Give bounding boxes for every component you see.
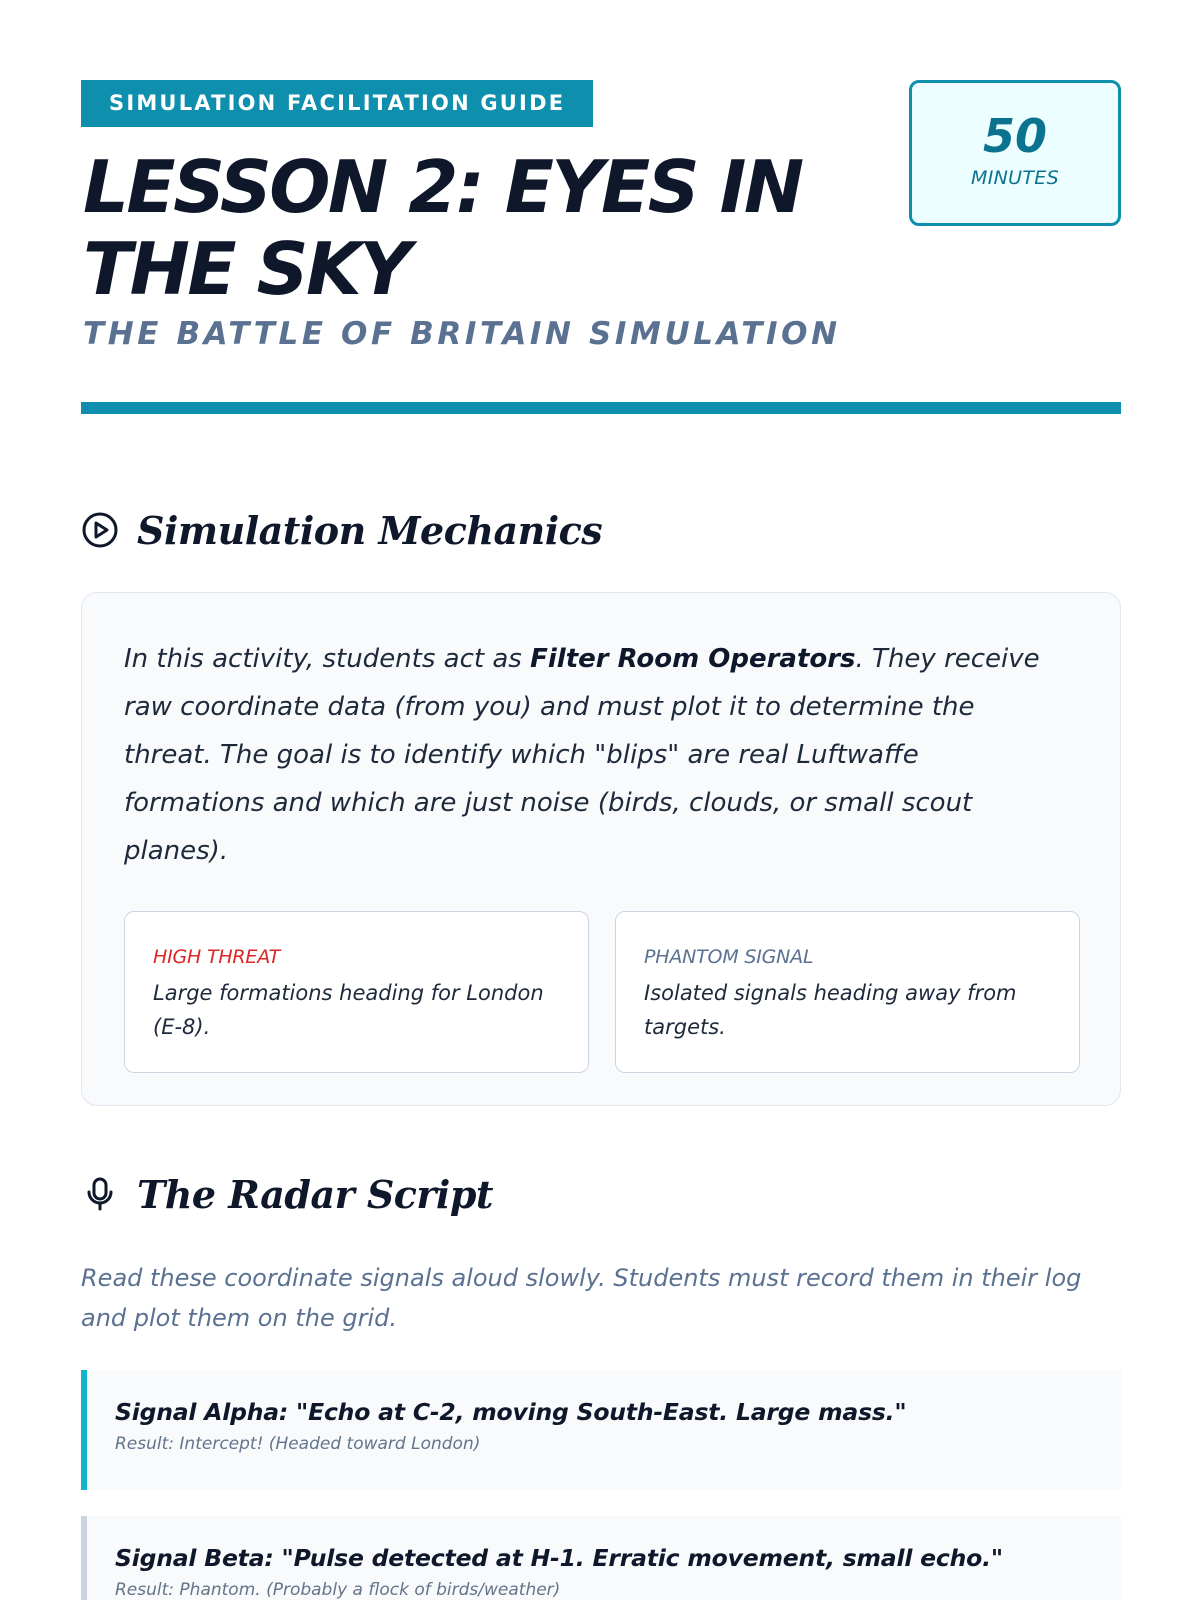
section-heading	[81, 500, 1121, 560]
threat-label: HIGH THREAT	[153, 946, 281, 968]
microphone-icon	[81, 1175, 119, 1213]
signal-beta	[81, 1516, 1121, 1600]
section-heading	[81, 1164, 1121, 1224]
play-circle-icon	[81, 511, 119, 549]
duration-box	[909, 80, 1121, 226]
duration-value: 50	[982, 109, 1047, 163]
simulation-mechanics-section	[81, 500, 1121, 1106]
threat-label: PHANTOM SIGNAL	[644, 946, 814, 968]
signal-result: Result: Intercept! (Headed toward London)	[115, 1434, 481, 1454]
mechanics-description	[124, 635, 1064, 875]
duration-unit: MINUTES	[971, 167, 1059, 189]
mechanics-text-part: In this activity, students act as	[124, 644, 531, 674]
threat-types	[124, 911, 1080, 1073]
script-instructions: Read these coordinate signals aloud slowly. Students must record them in their log and plot them on the grid.	[81, 1264, 1082, 1332]
signal-text: Signal Beta: "Pulse detected at H-1. Erratic movement, small echo."	[115, 1544, 1003, 1572]
threat-description: Large formations heading for London (E-8).	[153, 981, 544, 1039]
facilitation-guide-page	[81, 80, 1121, 1600]
radar-script-section	[81, 1164, 1121, 1600]
lesson-header	[81, 80, 1121, 414]
high-threat-card	[124, 911, 589, 1073]
lesson-title: LESSON 2: EYES IN THE SKY	[83, 145, 802, 311]
signal-result: Result: Phantom. (Probably a flock of birds/weather)	[115, 1580, 561, 1600]
header-divider	[81, 402, 1121, 414]
section-title: Simulation Mechanics	[137, 507, 603, 553]
guide-type-badge: SIMULATION FACILITATION GUIDE	[81, 80, 593, 127]
signal-text: Signal Alpha: "Echo at C-2, moving South-East. Large mass."	[115, 1398, 907, 1426]
role-name: Filter Room Operators	[530, 644, 856, 674]
lesson-subtitle: THE BATTLE OF BRITAIN SIMULATION	[83, 316, 841, 352]
section-title: The Radar Script	[137, 1171, 493, 1217]
threat-description: Isolated signals heading away from targets.	[644, 981, 1017, 1039]
phantom-signal-card	[615, 911, 1080, 1073]
mechanics-card	[81, 592, 1121, 1106]
signal-alpha	[81, 1370, 1121, 1490]
mechanics-text-part: . They receive raw coordinate data (from you) and must plot it to determine the threat. The goal is to identify which "blips" are real Luftwaffe formations and which are just noise (birds, clouds, or small scout planes).	[124, 644, 1040, 866]
